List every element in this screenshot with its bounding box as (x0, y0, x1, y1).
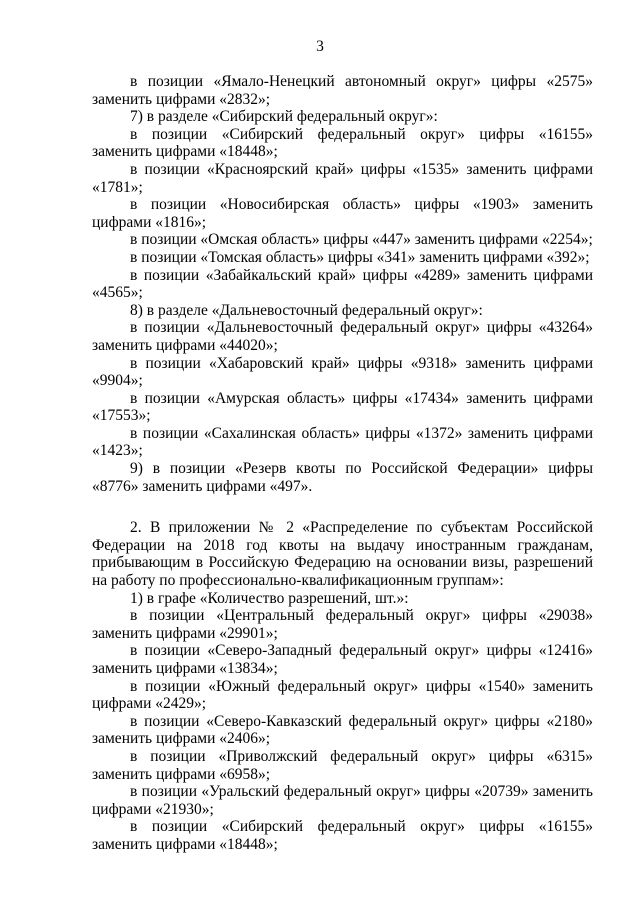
paragraph: в позиции «Ямало-Ненецкий автономный округ» цифры «2575» заменить цифрами «2832»; (92, 73, 593, 108)
paragraph: в позиции «Центральный федеральный округ» цифры «29038» заменить цифрами «29901»; (92, 607, 593, 642)
document-body (92, 73, 593, 854)
paragraph: в позиции «Сибирский федеральный округ» цифры «16155» заменить цифрами «18448»; (92, 125, 593, 161)
paragraph: 8) в разделе «Дальневосточный федеральный округ»: (130, 301, 483, 319)
paragraph: в позиции «Томская область» цифры «341» заменить цифрами «392»; (130, 248, 590, 266)
paragraph: в позиции «Южный федеральный округ» цифры «1540» заменить цифрами «2429»; (92, 677, 593, 713)
paragraph: в позиции «Северо-Западный федеральный округ» цифры «12416» заменить цифрами «13834»; (92, 642, 593, 677)
paragraph: в позиции «Забайкальский край» цифры «4289» заменить цифрами «4565»; (92, 266, 593, 302)
paragraph: 7) в разделе «Сибирский федеральный округ»: (130, 108, 438, 126)
paragraph: в позиции «Хабаровский край» цифры «9318» заменить цифрами «9904»; (92, 354, 593, 390)
paragraph: в позиции «Амурская область» цифры «17434» заменить цифрами «17553»; (92, 389, 593, 425)
page-number: 3 (316, 38, 324, 55)
paragraph: 1) в графе «Количество разрешений, шт.»: (130, 589, 409, 607)
paragraph: в позиции «Красноярский край» цифры «1535» заменить цифрами «1781»; (92, 160, 593, 196)
paragraph: в позиции «Сахалинская область» цифры «1372» заменить цифрами «1423»; (92, 424, 593, 460)
section-gap (92, 495, 593, 519)
paragraph: 9) в позиции «Резерв квоты по Российской Федерации» цифры «8776» заменить цифрами «497». (92, 460, 593, 495)
paragraph: в позиции «Приволжский федеральный округ» цифры «6315» заменить цифрами «6958»; (92, 747, 593, 783)
paragraph: в позиции «Сибирский федеральный округ» цифры «16155» заменить цифрами «18448»; (92, 818, 593, 853)
paragraph: в позиции «Омская область» цифры «447» заменить цифрами «2254»; (130, 231, 593, 249)
paragraph: в позиции «Новосибирская область» цифры «1903» заменить цифрами «1816»; (92, 196, 593, 231)
paragraph: в позиции «Дальневосточный федеральный округ» цифры «43264» заменить цифрами «44020»; (92, 319, 593, 354)
paragraph: в позиции «Уральский федеральный округ» цифры «20739» заменить цифрами «21930»; (92, 783, 593, 818)
paragraph: 2. В приложении № 2 «Распределение по субъектам Российской Федерации на 2018 год квоты на выдачу иностранным гражданам, прибывающим в Российскую Федерацию на основании визы, разрешений на работу по профессионально-квалификационным группам»: (92, 519, 593, 590)
paragraph: в позиции «Северо-Кавказский федеральный округ» цифры «2180» заменить цифрами «2406»; (92, 712, 593, 748)
